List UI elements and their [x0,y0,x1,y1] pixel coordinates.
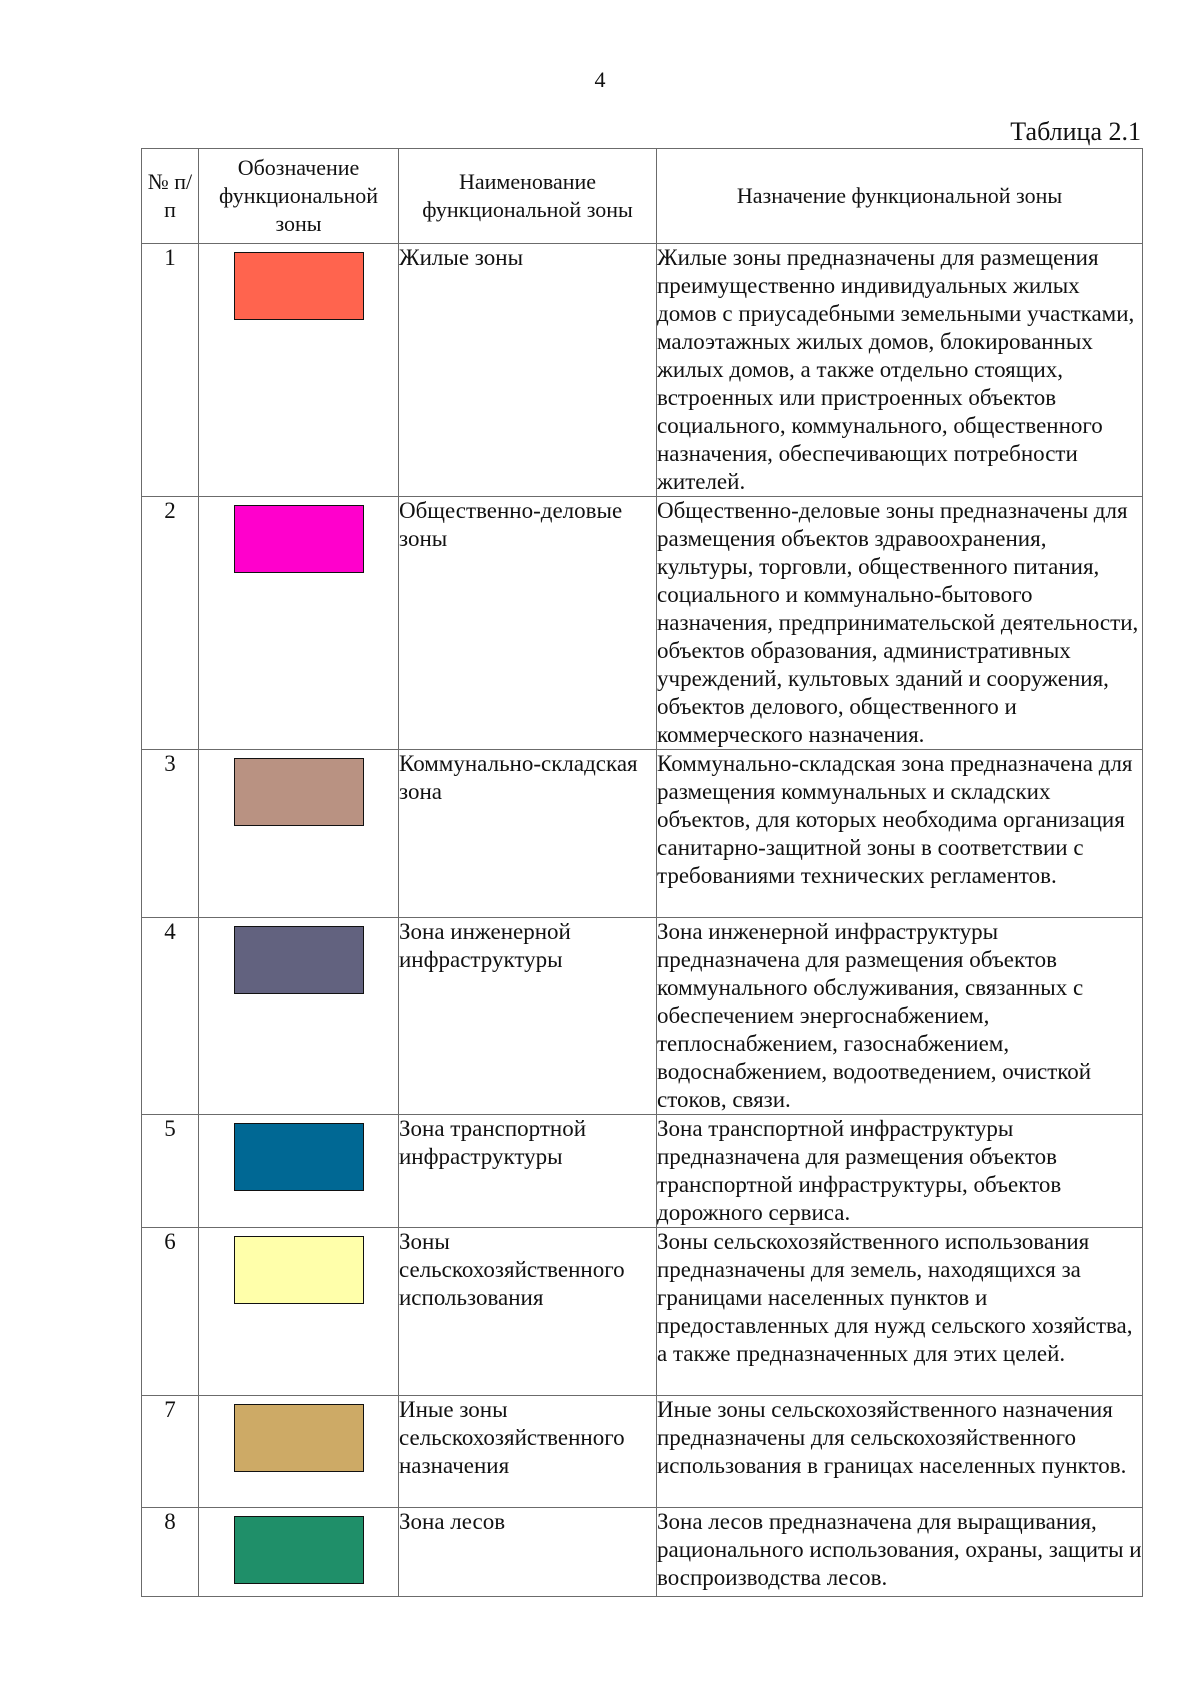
row-designation [199,497,399,750]
row-number: 6 [142,1228,199,1396]
row-purpose: Зона лесов предназначена для выращивания, рационального использования, охраны, защиты и воспроизводства лесов. [657,1508,1143,1597]
row-designation [199,750,399,918]
header-name: Наименование функциональной зоны [399,149,657,244]
header-purpose: Назначение функциональной зоны [657,149,1143,244]
row-purpose: Жилые зоны предназначены для размещения преимущественно индивидуальных жилых домов с приусадебными земельными участками, малоэтажных жилых домов, блокированных жилых домов, а также отдельно стоящих, встроенных или пристроенных объектов социального, коммунального, общественного назначения, обеспечивающих потребности жителей. [657,244,1143,497]
row-designation [199,244,399,497]
row-purpose: Общественно-деловые зоны предназначены для размещения объектов здравоохранения, культуры, торговли, общественного питания, социального и коммунально-бытового назначения, предпринимательской деятельности, объектов образования, административных учреждений, культовых зданий и сооружения, объектов делового, общественного и коммерческого назначения. [657,497,1143,750]
row-number: 5 [142,1115,199,1228]
row-purpose: Зоны сельскохозяйственного использования предназначены для земель, находящихся за границами населенных пунктов и предоставленных для нужд сельского хозяйства, а также предназначенных для этих целей. [657,1228,1143,1396]
header-designation: Обозначение функциональной зоны [199,149,399,244]
row-name: Коммунально-складская зона [399,750,657,918]
row-designation [199,1228,399,1396]
zone-color-swatch [234,1123,364,1191]
zone-color-swatch [234,926,364,994]
table-row [142,497,1143,750]
zone-color-swatch [234,505,364,573]
row-name: Зона инженерной инфраструктуры [399,918,657,1115]
zone-color-swatch [234,1516,364,1584]
zone-color-swatch [234,1236,364,1304]
table-row [142,1396,1143,1508]
zone-color-swatch [234,758,364,826]
page-number: 4 [594,67,606,92]
row-designation [199,1115,399,1228]
row-name: Иные зоны сельскохозяйственного назначения [399,1396,657,1508]
table-row [142,1228,1143,1396]
row-number: 8 [142,1508,199,1597]
row-purpose: Коммунально-складская зона предназначена для размещения коммунальных и складских объектов, для которых необходима организация санитарно-защитной зоны в соответствии с требованиями технических регламентов. [657,750,1143,918]
row-number: 7 [142,1396,199,1508]
row-number: 1 [142,244,199,497]
row-designation [199,918,399,1115]
table-row [142,1508,1143,1597]
row-number: 2 [142,497,199,750]
table-caption: Таблица 2.1 [1010,117,1141,146]
table-row [142,244,1143,497]
row-name: Зоны сельскохозяйственного использования [399,1228,657,1396]
table-body [142,244,1143,1597]
row-number: 4 [142,918,199,1115]
functional-zones-table [141,148,1143,1597]
table-row [142,1115,1143,1228]
row-purpose: Зона транспортной инфраструктуры предназначена для размещения объектов транспортной инфраструктуры, объектов дорожного сервиса. [657,1115,1143,1228]
table-row [142,918,1143,1115]
table-header [142,149,1143,244]
zone-color-swatch [234,252,364,320]
row-designation [199,1396,399,1508]
row-name: Зона лесов [399,1508,657,1597]
row-number: 3 [142,750,199,918]
row-name: Жилые зоны [399,244,657,497]
row-name: Зона транспортной инфраструктуры [399,1115,657,1228]
table-row [142,750,1143,918]
row-purpose: Иные зоны сельскохозяйственного назначения предназначены для сельскохозяйственного использования в границах населенных пунктов. [657,1396,1143,1508]
header-number: № п/п [142,149,199,244]
row-designation [199,1508,399,1597]
table-header-row [142,149,1143,244]
row-name: Общественно-деловые зоны [399,497,657,750]
zone-color-swatch [234,1404,364,1472]
row-purpose: Зона инженерной инфраструктуры предназначена для размещения объектов коммунального обслуживания, связанных с обеспечением энергоснабжением, теплоснабжением, газоснабжением, водоснабжением, водоотведением, очисткой стоков, связи. [657,918,1143,1115]
